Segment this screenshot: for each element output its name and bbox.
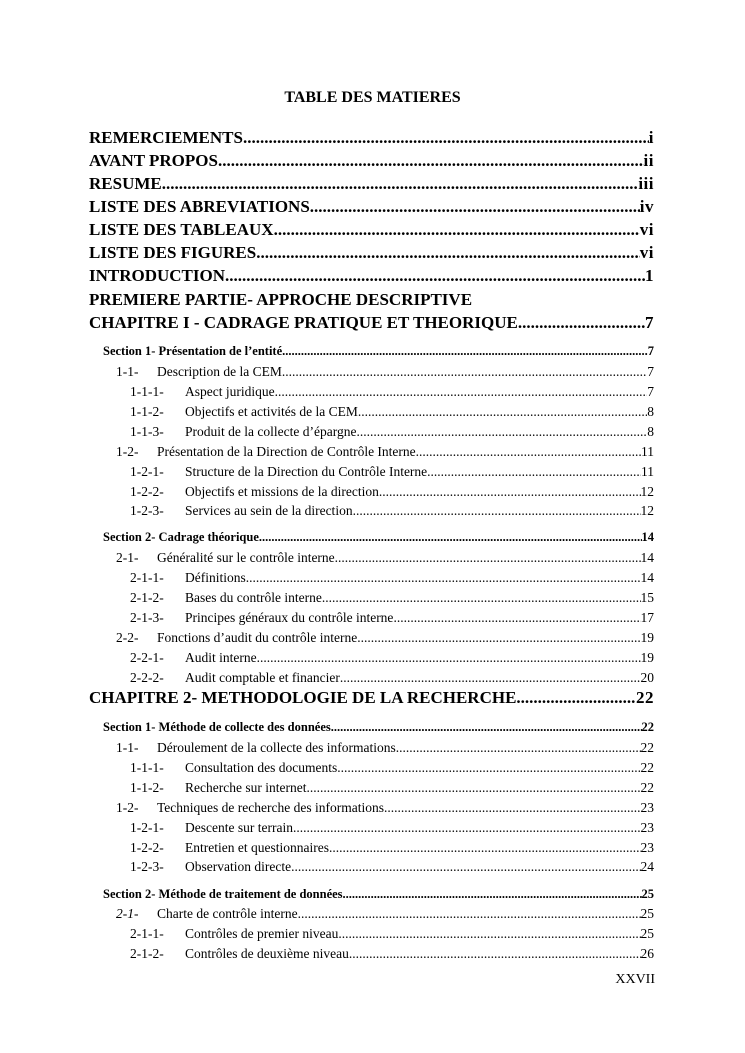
toc-entry: 1-2- Présentation de la Direction de Contrôle Interne ..... 11 [116, 444, 654, 460]
toc-entry: 2-2-2- Audit comptable et financier ..... 20 [130, 670, 654, 686]
part-heading: PREMIERE PARTIE- APPROCHE DESCRIPTIVE [89, 290, 473, 309]
toc-entry: CHAPITRE 2- METHODOLOGIE DE LA RECHERCHE ..... 22 [89, 688, 654, 708]
toc-entry: 1-1-2- Objectifs et activités de la CEM ..... 8 [130, 404, 654, 420]
toc-entry: 2-1- Généralité sur le contrôle interne ..... 14 [116, 550, 654, 566]
toc-entry: 1-2- Techniques de recherche des informations ..... 23 [116, 800, 654, 816]
toc-entry: 1-2-2- Objectifs et missions de la direction ..... 12 [130, 484, 654, 500]
toc-entry: 2-1-1- Définitions ..... 14 [130, 570, 654, 586]
toc-entry: 1-2-1- Structure de la Direction du Contrôle Interne ..... 11 [130, 464, 654, 480]
toc-entry: 1-1- Déroulement de la collecte des informations ..... 22 [116, 740, 654, 756]
toc-entry: 1-2-1- Descente sur terrain ..... 23 [130, 820, 654, 836]
toc-entry: 1-1-3- Produit de la collecte d’épargne ..... 8 [130, 424, 654, 440]
toc-entry: LISTE DES ABREVIATIONS ..... iv [89, 197, 654, 217]
toc-entry: 1-1- Description de la CEM ..... 7 [116, 364, 654, 380]
toc-entry: 2-1-2- Bases du contrôle interne ..... 15 [130, 590, 654, 606]
toc-entry: AVANT PROPOS ..... ii [89, 151, 654, 171]
toc-entry: RESUME ..... iii [89, 174, 654, 194]
toc-entry: 2-1-2- Contrôles de deuxième niveau ..... 26 [130, 946, 654, 962]
toc-entry: LISTE DES FIGURES ..... vi [89, 243, 654, 263]
toc-entry: 1-2-3- Observation directe ..... 24 [130, 859, 654, 875]
toc-entry: 1-2-3- Services au sein de la direction ..... 12 [130, 503, 654, 519]
page-title: TABLE DES MATIERES [284, 89, 461, 106]
toc-entry: 2-1-1- Contrôles de premier niveau ..... 25 [130, 926, 654, 942]
toc-entry: 2-2-1- Audit interne ..... 19 [130, 650, 654, 666]
toc-entry: Section 1- Méthode de collecte des données ..... 22 [103, 720, 654, 735]
toc-entry: Section 2- Méthode de traitement de données ..... 25 [103, 887, 654, 902]
toc-entry: 2-1-3- Principes généraux du contrôle interne ..... 17 [130, 610, 654, 626]
toc-entry: INTRODUCTION ..... 1 [89, 266, 654, 286]
toc-entry: 1-1-1- Aspect juridique ..... 7 [130, 384, 654, 400]
toc-entry: LISTE DES TABLEAUX ..... vi [89, 220, 654, 240]
toc-entry: 2-2- Fonctions d’audit du contrôle interne ..... 19 [116, 630, 654, 646]
toc-entry: REMERCIEMENTS ..... i [89, 128, 654, 148]
toc-entry: 2-1- Charte de contrôle interne ..... 25 [116, 906, 654, 922]
toc-entry: CHAPITRE I - CADRAGE PRATIQUE ET THEORIQUE ..... 7 [89, 313, 654, 333]
toc-entry: Section 1- Présentation de l’entité ..... 7 [103, 344, 654, 359]
toc-entry: 1-1-1- Consultation des documents ..... 22 [130, 760, 654, 776]
toc-entry: 1-2-2- Entretien et questionnaires ..... 23 [130, 840, 654, 856]
page-number: XXVII [615, 972, 655, 987]
toc-entry: Section 2- Cadrage théorique ..... 14 [103, 530, 654, 545]
toc-entry: 1-1-2- Recherche sur internet ..... 22 [130, 780, 654, 796]
